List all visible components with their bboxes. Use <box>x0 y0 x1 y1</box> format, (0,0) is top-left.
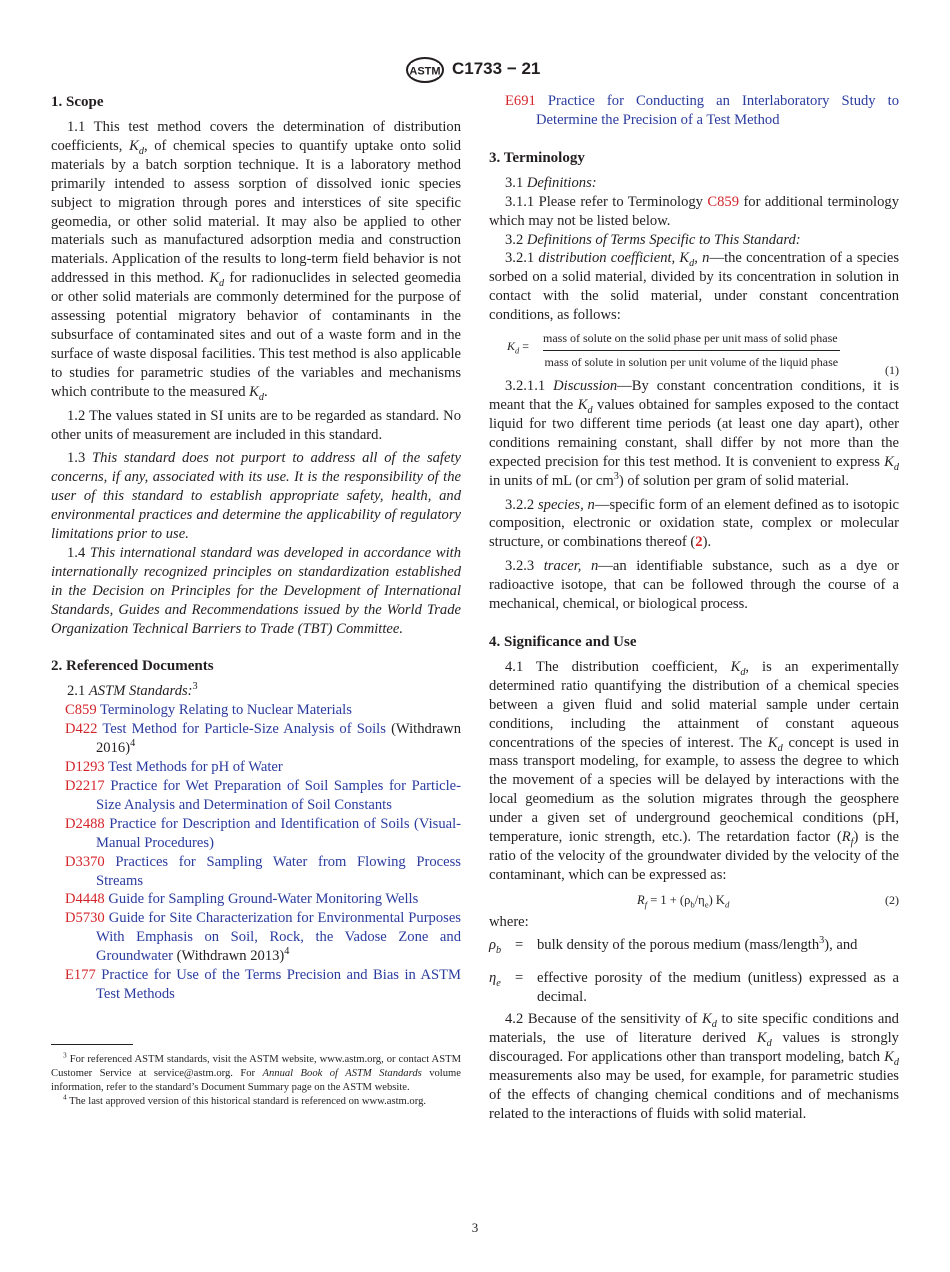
equation-1-fraction: mass of solute on the solid phase per unit mass of solid phase mass of solute in solution per unit volume of the liquid phase <box>543 331 839 369</box>
equation-2-label: (2) <box>885 892 899 907</box>
para-4-1: 4.1 The distribution coefficient, $K_d$, is an experimentally determined ratio quantifying the distribution of a chemical species between a given fluid and solid material sample under certain conditions, including the attainment of constant aqueous concentrations of the species of interest. The $K_d$ concept is used in mass transport modeling, for example, to assess the degree to which the movement of a species will be delayed by interactions with the local geomedium as the solution migrates through the geosphere under a given set of underground geochemical conditions (pH, temperature, ionic strength, etc.). The retardation factor $(R_f)$ is the ratio of the velocity of the groundwater divided by the velocity of the contaminant, which can be expressed as: <box>489 658 900 883</box>
para-1-4: 1.4 This international standard was developed in accordance with internationally recognized principles on standardization established in the Decision on Principles for the Development of International Standards, Guides and Recommendations issued by the World Trade Organization Technical Barriers to Trade (TBT) Committee. <box>51 544 462 637</box>
section-4-heading: 4. Significance and Use <box>489 633 637 650</box>
where-label: where: <box>489 913 529 930</box>
para-1-1: 1.1 This test method covers the determination of distribution coefficients, $K_d$, of chemical species to quantify uptake onto solid materials by a batch sorption technique. It is a laboratory method primarily intended to assess sorption of dissolved ionic species subject to migration through pores and interstices of site specific geomedia, or other solid material. It may also be applied to other materials such as manufactured adsorption media and construction materials. Application of the results to long-term field behavior is not addressed in this method. $K_d$ for radionuclides in selected geomedia or other solid materials are commonly determined for the purpose of assessing potential migratory behavior of contaminants in the subsurface of contaminated sites and out of a waste form and in the surface of waste disposal facilities. This test method is also applicable to studies for parametric studies of the variables and mechanisms which contribute to the measured $K_d$. <box>51 119 461 403</box>
reference-item[interactable]: D5730 Guide for Site Characterization for Environmental Purposes With Emphasis on Soil, Rock, the Vadose Zone and Groundwater (Withdrawn 2013)$^4$ <box>65 910 461 965</box>
reference-list <box>51 701 461 1004</box>
para-2-1: 2.1 ASTM Standards:$^3$ <box>67 681 198 700</box>
para-1-3: 1.3 This standard does not purport to address all of the safety concerns, if any, associated with its use. It is the responsibility of the user of this standard to establish appropriate safety, health, and environmental practices and determine the applicability of regulatory limitations prior to use. <box>51 450 461 543</box>
reference-item[interactable]: E177 Practice for Use of the Terms Precision and Bias in ASTM Test Methods <box>65 967 461 1002</box>
right-column <box>489 92 899 1124</box>
equation-2 <box>489 885 899 913</box>
para-3-2-2: 3.2.2 species, n—specific form of an element defined as to isotopic composition, electronic or oxidation state, complex or molecular structure, or combinations thereof (2). <box>489 496 899 551</box>
reference-item[interactable]: D4448 Guide for Sampling Ground-Water Monitoring Wells <box>65 891 419 908</box>
section-3-heading: 3. Terminology <box>489 149 585 166</box>
reference-item[interactable]: D2488 Practice for Description and Identification of Soils (Visual-Manual Procedures) <box>65 815 462 851</box>
reference-item[interactable]: D2217 Practice for Wet Preparation of Soil Samples for Particle-Size Analysis and Determination of Soil Constants <box>65 778 462 813</box>
para-1-2: 1.2 The values stated in SI units are to be regarded as standard. No other units of measurement are included in this standard. <box>51 407 461 443</box>
para-3-2-1: 3.2.1 distribution coefficient, $K_d$, n—the concentration of a species sorbed on a solid material, divided by its concentration in solution in contact with the solid material, under constant concentration conditions, as follows: <box>489 250 900 324</box>
where-eta-e: $\eta_e$ = effective porosity of the medium (unitless) expressed as a decimal. <box>489 969 899 1005</box>
section-1-heading: 1. Scope <box>51 94 104 110</box>
footnote-4: $^4$ The last approved version of this historical standard is referenced on www.astm.org. <box>63 1092 427 1107</box>
reference-item[interactable]: E691 Practice for Conducting an Interlaboratory Study to Determine the Precision of a Test Method <box>505 93 899 128</box>
equation-1-label: (1) <box>885 363 899 378</box>
footnote-3: $^3$ For referenced ASTM standards, visit the ASTM website, www.astm.org, or contact ASTM Customer Service at service@astm.org. For Annual Book of ASTM Standards volume information, refer to the standard’s Document Summary page on the ASTM website. <box>51 1050 461 1093</box>
standard-designation: C1733 − 21 <box>452 59 541 78</box>
page-header <box>0 57 950 85</box>
astm-logo-icon <box>405 57 445 83</box>
equation-1-lhs: $K_d$ = <box>507 339 529 356</box>
reference-item[interactable]: C859 Terminology Relating to Nuclear Materials <box>65 702 352 719</box>
footnote-divider <box>51 1044 133 1045</box>
para-3-2-3: 3.2.3 tracer, n—an identifiable substance, such as a dye or radioactive isotope, that can be followed through the course of a mechanical, chemical, or biological process. <box>489 558 899 613</box>
svg-text:ASTM: ASTM <box>409 65 441 78</box>
para-3-2: 3.2 Definitions of Terms Specific to This Standard: <box>505 231 801 248</box>
equation-1 <box>489 325 899 377</box>
reference-item[interactable]: D1293 Test Methods for pH of Water <box>65 759 283 776</box>
para-3-1: 3.1 Definitions: <box>505 174 597 191</box>
c859-link[interactable]: C859 <box>707 193 740 210</box>
page-number: 3 <box>471 1220 479 1235</box>
section-2-heading: 2. Referenced Documents <box>51 658 214 675</box>
para-3-2-1-1: 3.2.1.1 Discussion—By constant concentration conditions, it is meant that the $K_d$ values obtained for samples exposed to the contact liquid for two different time periods (at least one day apart), other conditions remaining constant, shall differ by not more than the expected precision for this test method. It is convenient to express $K_d$ in units of mL (or $cm^3$) of solution per gram of solid material. <box>489 378 900 489</box>
left-column <box>51 92 461 1109</box>
para-3-1-1: 3.1.1 Please refer to Terminology C859 for additional terminology which may not be listed below. <box>489 193 899 229</box>
citation-2-link[interactable]: 2 <box>695 534 703 551</box>
para-4-2: 4.2 Because of the sensitivity of $K_d$ to site specific conditions and materials, the use of literature derived $K_d$ values is strongly discouraged. For applications other than transport modeling, batch $K_d$ measurements also may be used, for example, for parametric studies of the effects of changing chemical conditions and of mechanisms related to the interactions of fluids with solid material. <box>489 1011 899 1122</box>
reference-item[interactable]: D422 Test Method for Particle-Size Analysis of Soils (Withdrawn 2016)$^4$ <box>65 721 461 757</box>
equation-2-body: $R_f = 1 + (\rho_b/\eta_e)$ $K_d$ <box>637 892 730 910</box>
where-rho-b: $\rho_b$ = bulk density of the porous medium (mass/length$^3$), and <box>489 934 858 956</box>
reference-item[interactable]: D3370 Practices for Sampling Water from Flowing Process Streams <box>65 853 461 889</box>
